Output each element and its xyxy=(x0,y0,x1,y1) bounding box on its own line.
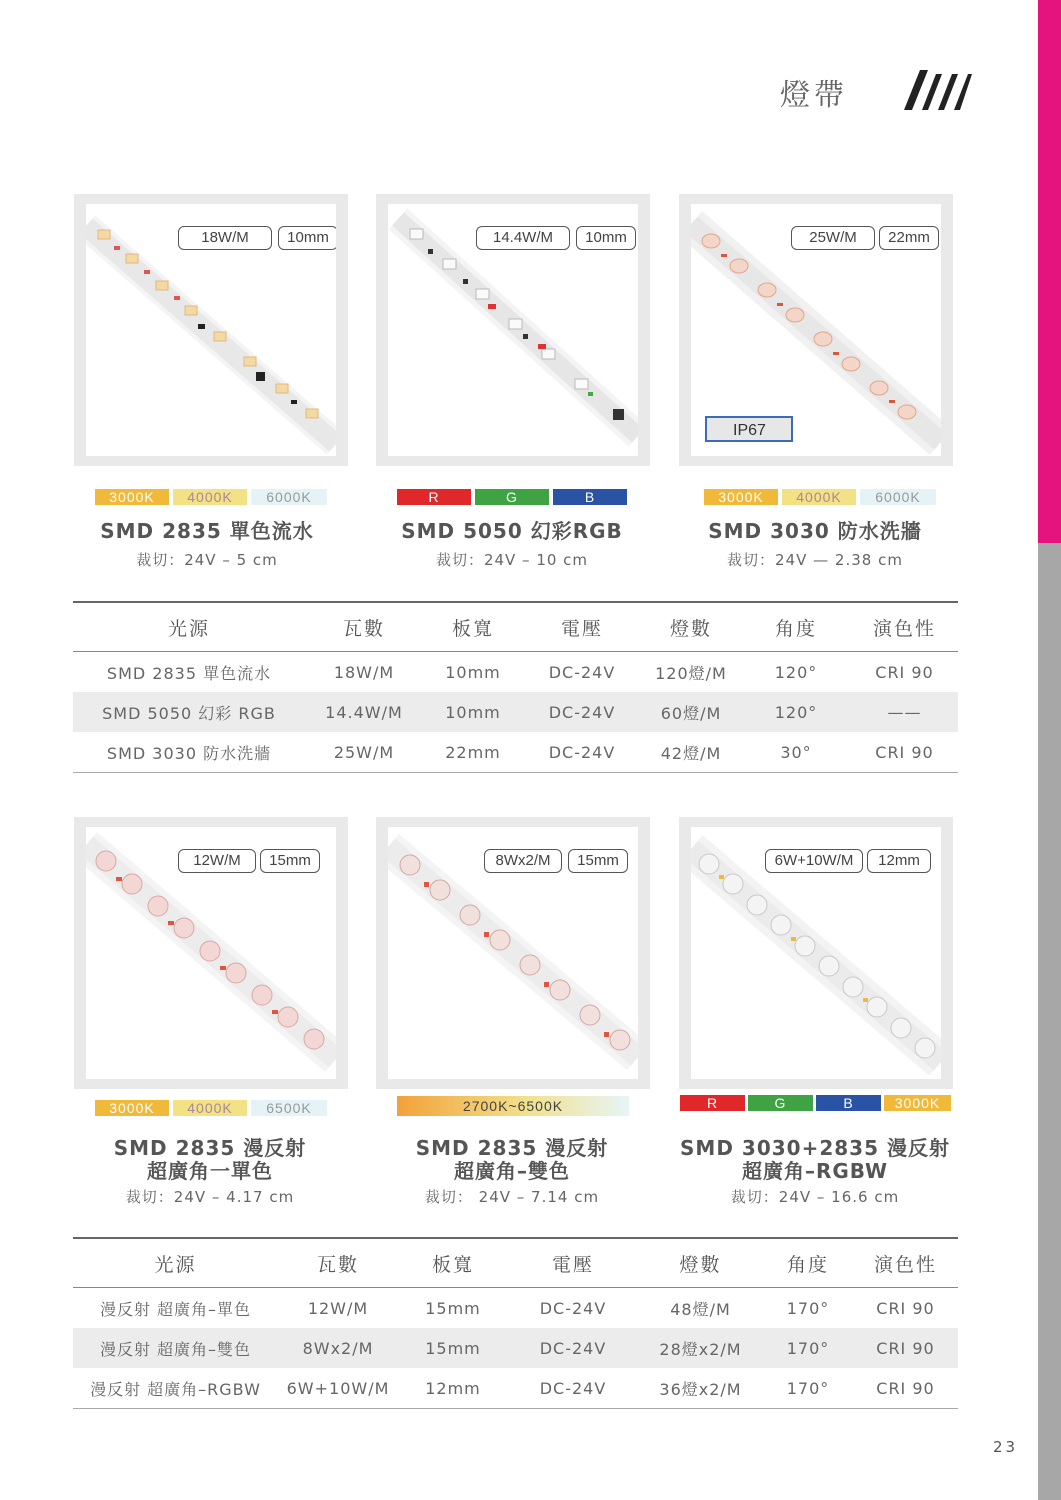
swatch-3000k: 3000K xyxy=(95,489,169,505)
table-cell: SMD 2835 單色流水 xyxy=(106,663,272,683)
rgb-swatches xyxy=(397,489,629,505)
product-card-6 xyxy=(679,817,953,1089)
col-header: 角度 xyxy=(741,602,851,652)
table-cell: 120° xyxy=(741,692,851,732)
color-temp-swatches xyxy=(704,489,936,505)
col-header: 演色性 xyxy=(853,1238,958,1288)
table-cell: 120° xyxy=(774,662,818,682)
col-header: 燈數 xyxy=(638,1238,763,1288)
col-header: 板寬 xyxy=(398,1238,508,1288)
table-cell: 22mm xyxy=(423,732,523,773)
product-cut-spec: 裁切： 24V – 7.14 cm xyxy=(424,1188,600,1206)
table-header-row xyxy=(73,1238,958,1288)
swatch-green: G xyxy=(475,489,549,505)
table-cell: 14.4W/M xyxy=(305,692,423,732)
swatch-6000k: 6000K xyxy=(251,489,327,505)
table-cell: 170° xyxy=(763,1368,853,1409)
product-name: SMD 5050 幻彩RGB xyxy=(401,519,623,543)
table-cell: SMD 3030 防水洗牆 xyxy=(73,732,305,773)
product-name: SMD 3030+2835 漫反射 xyxy=(680,1136,950,1160)
table-cell: SMD 5050 幻彩 RGB xyxy=(73,692,305,732)
swatch-3000k: 3000K xyxy=(884,1095,951,1111)
table-cell: CRI 90 xyxy=(853,1368,958,1409)
col-header: 光源 xyxy=(73,602,305,652)
width-pill: 22mm xyxy=(879,226,939,250)
table-cell: 漫反射 超廣角–雙色 xyxy=(73,1328,278,1368)
swatch-4000k: 4000K xyxy=(173,489,247,505)
col-header: 演色性 xyxy=(851,602,958,652)
wattage-pill: 6W+10W/M xyxy=(765,849,863,873)
wattage-pill: 12W/M xyxy=(178,849,256,873)
swatch-4000k: 4000K xyxy=(782,489,856,505)
wattage-pill: 18W/M xyxy=(178,226,272,250)
table-cell: —— xyxy=(851,692,958,732)
product-cut-spec: 裁切：24V – 5 cm xyxy=(136,551,278,569)
product-card-2 xyxy=(376,194,650,466)
table-cell: DC-24V xyxy=(548,662,616,682)
product-card-3 xyxy=(679,194,953,466)
table-row xyxy=(73,1368,958,1409)
col-header: 角度 xyxy=(763,1238,853,1288)
table-cell: 10mm xyxy=(423,692,523,732)
page-number: 23 xyxy=(993,1438,1019,1456)
table-cell: 28燈x2/M xyxy=(638,1328,763,1368)
col-header: 電壓 xyxy=(508,1238,638,1288)
sidebar-accent-gray xyxy=(1038,543,1061,1500)
table-header-row xyxy=(73,602,958,652)
swatch-4000k: 4000K xyxy=(173,1100,247,1116)
wattage-pill: 25W/M xyxy=(791,226,875,250)
table-row xyxy=(73,732,958,773)
product-cut-spec: 裁切：24V — 2.38 cm xyxy=(727,551,903,569)
col-header: 燈數 xyxy=(641,602,741,652)
spec-table-top xyxy=(73,601,958,773)
table-cell: 8Wx2/M xyxy=(278,1328,398,1368)
table-cell: 漫反射 超廣角–單色 xyxy=(99,1299,252,1319)
swatch-blue: B xyxy=(553,489,627,505)
table-cell: 10mm xyxy=(445,662,501,682)
table-cell: DC-24V xyxy=(508,1368,638,1409)
gradient-label: 2700K~6500K xyxy=(397,1096,629,1116)
wattage-pill: 8Wx2/M xyxy=(484,849,562,873)
swatch-6500k: 6500K xyxy=(251,1100,327,1116)
table-cell: CRI 90 xyxy=(853,1328,958,1368)
product-cut-spec: 裁切：24V – 10 cm xyxy=(435,551,589,569)
table-row xyxy=(73,1328,958,1368)
table-cell: DC-24V xyxy=(523,732,641,773)
width-pill: 10mm xyxy=(576,226,636,250)
table-row xyxy=(73,652,958,693)
brand-logo-icon xyxy=(900,66,972,112)
table-cell: 25W/M xyxy=(305,732,423,773)
col-header: 光源 xyxy=(73,1238,278,1288)
color-temp-swatches xyxy=(95,1100,327,1116)
page-title: 燈帶 xyxy=(780,78,848,113)
col-header: 瓦數 xyxy=(278,1238,398,1288)
swatch-blue: B xyxy=(816,1095,881,1111)
product-name-line2: 超廣角一單色 xyxy=(147,1159,273,1183)
width-pill: 15mm xyxy=(260,849,320,873)
table-cell: 12W/M xyxy=(307,1298,369,1318)
table-cell: 170° xyxy=(763,1328,853,1368)
product-name: SMD 3030 防水洗牆 xyxy=(708,519,922,543)
swatch-red: R xyxy=(397,489,471,505)
product-name-line2: 超廣角–RGBW xyxy=(741,1159,889,1183)
color-temp-swatches xyxy=(95,489,327,505)
product-card-1 xyxy=(74,194,348,466)
swatch-3000k: 3000K xyxy=(704,489,778,505)
spec-table-bottom xyxy=(73,1237,958,1409)
product-cut-spec: 裁切：24V – 4.17 cm xyxy=(125,1188,295,1206)
width-pill: 10mm xyxy=(278,226,336,250)
table-row xyxy=(73,692,958,732)
sidebar-accent-pink xyxy=(1038,0,1061,543)
product-card-4 xyxy=(74,817,348,1089)
table-cell: DC-24V xyxy=(539,1298,607,1318)
table-cell: 60燈/M xyxy=(641,692,741,732)
table-cell: 42燈/M xyxy=(641,732,741,773)
product-cut-spec: 裁切：24V – 16.6 cm xyxy=(730,1188,900,1206)
rgbw-swatches xyxy=(680,1095,951,1111)
swatch-green: G xyxy=(748,1095,813,1111)
table-cell: CRI 90 xyxy=(851,732,958,773)
table-cell: 6W+10W/M xyxy=(278,1368,398,1409)
product-name: SMD 2835 單色流水 xyxy=(100,519,314,543)
table-cell: 12mm xyxy=(398,1368,508,1409)
col-header: 瓦數 xyxy=(305,602,423,652)
product-name: SMD 2835 漫反射 xyxy=(113,1136,307,1160)
table-cell: 漫反射 超廣角–RGBW xyxy=(73,1368,278,1409)
col-header: 電壓 xyxy=(523,602,641,652)
table-cell: 15mm xyxy=(425,1298,481,1318)
cct-gradient-bar xyxy=(397,1096,629,1116)
table-cell: 18W/M xyxy=(333,662,395,682)
table-row xyxy=(73,1288,958,1329)
product-card-5 xyxy=(376,817,650,1089)
wattage-pill: 14.4W/M xyxy=(476,226,570,250)
ip67-badge: IP67 xyxy=(705,416,793,442)
table-cell: CRI 90 xyxy=(876,1298,935,1318)
width-pill: 12mm xyxy=(867,849,931,873)
swatch-red: R xyxy=(680,1095,745,1111)
table-cell: 120燈/M xyxy=(655,663,727,683)
table-cell: 48燈/M xyxy=(670,1299,731,1319)
table-cell: 15mm xyxy=(398,1328,508,1368)
table-cell: DC-24V xyxy=(508,1328,638,1368)
swatch-3000k: 3000K xyxy=(95,1100,169,1116)
col-header: 板寬 xyxy=(423,602,523,652)
table-cell: 170° xyxy=(786,1298,830,1318)
table-cell: 30° xyxy=(741,732,851,773)
product-name-line2: 超廣角–雙色 xyxy=(454,1159,570,1183)
swatch-6000k: 6000K xyxy=(860,489,936,505)
table-cell: CRI 90 xyxy=(875,662,934,682)
width-pill: 15mm xyxy=(568,849,628,873)
table-cell: 36燈x2/M xyxy=(638,1368,763,1409)
product-name: SMD 2835 漫反射 xyxy=(415,1136,609,1160)
table-cell: DC-24V xyxy=(523,692,641,732)
